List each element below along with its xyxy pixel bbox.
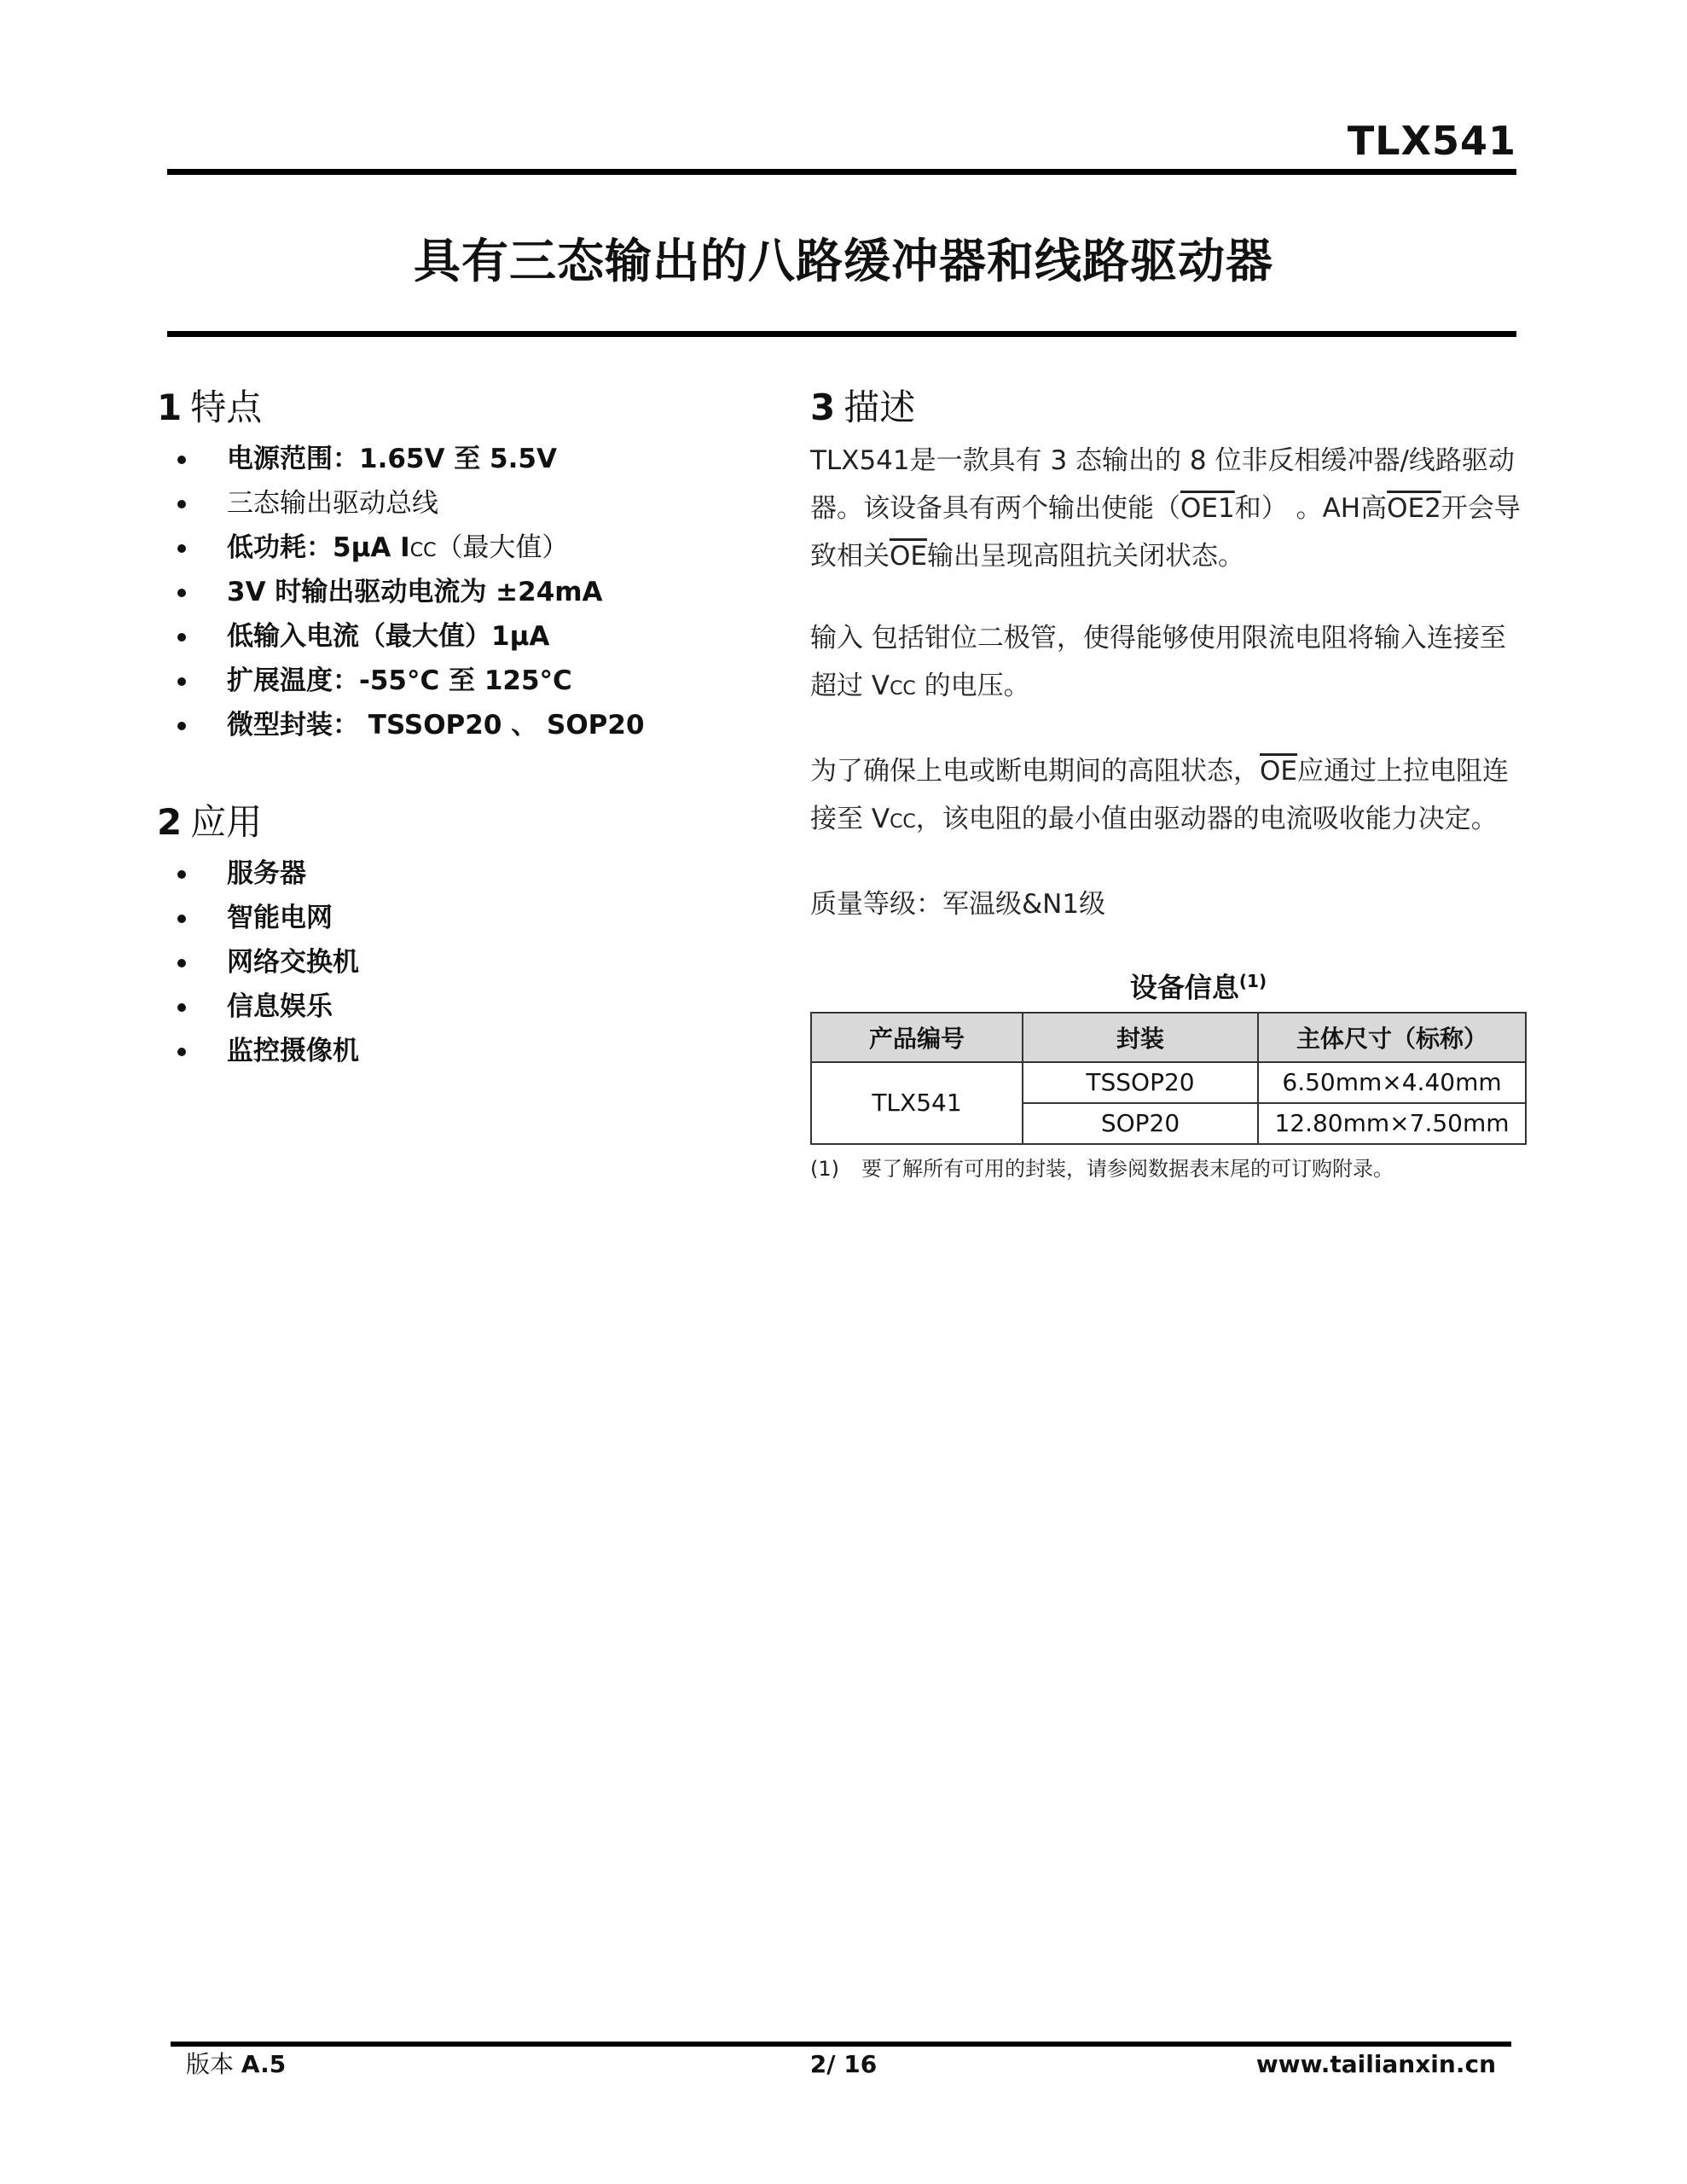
bullet-icon — [177, 589, 186, 597]
text-span: 输出呈现高阻抗关闭状态。 — [927, 541, 1244, 572]
description-paragraph-1 — [810, 437, 1527, 580]
bullet-icon — [177, 959, 186, 967]
feature-subscript: CC — [409, 540, 437, 561]
applications-heading — [157, 799, 754, 846]
applications-list — [157, 851, 754, 1073]
list-item — [157, 526, 754, 570]
bullet-icon — [177, 722, 186, 730]
subscript: CC — [890, 678, 916, 700]
text-span: TLX541是一款具有 3 态输出的 8 位非反相缓冲器/线路驱动器。该设备具有两个输出使能（ — [810, 445, 1515, 524]
text-span: 开会导致相关 — [810, 493, 1521, 572]
size-cell: 12.80mm×7.50mm — [1258, 1103, 1526, 1144]
list-item — [157, 1029, 754, 1073]
column-header: 封装 — [1023, 1013, 1258, 1062]
feature-text: 低功耗：5μA I — [227, 532, 410, 563]
list-item — [157, 851, 754, 896]
application-text: 监控摄像机 — [227, 1036, 359, 1066]
table-caption — [810, 962, 1527, 1007]
list-item — [157, 940, 754, 985]
bullet-icon — [177, 456, 186, 464]
caption-note: (1) — [1238, 971, 1267, 991]
table-header-row — [811, 1013, 1526, 1062]
document-title: 具有三态输出的八路缓冲器和线路驱动器 — [413, 234, 1273, 288]
list-item — [157, 896, 754, 940]
list-item — [157, 481, 754, 526]
bullet-icon — [177, 544, 186, 553]
list-item — [157, 570, 754, 614]
list-item — [157, 703, 754, 747]
feature-suffix: （最大值） — [436, 532, 569, 563]
features-list — [157, 437, 754, 747]
list-item — [157, 614, 754, 659]
list-item — [157, 437, 754, 481]
bullet-icon — [177, 915, 186, 923]
subscript: CC — [890, 811, 916, 833]
description-heading — [810, 384, 1527, 432]
right-column — [810, 384, 1527, 1182]
overlined-signal: OE2 — [1387, 493, 1441, 524]
left-column — [157, 384, 754, 1073]
footnote-mark: (1) — [810, 1156, 839, 1181]
website-link[interactable]: www.tailianxin.cn — [1255, 2050, 1496, 2078]
bullet-icon — [177, 1048, 186, 1056]
application-text: 智能电网 — [227, 903, 333, 933]
bullet-icon — [177, 633, 186, 642]
bullet-icon — [177, 870, 186, 879]
features-title: 特点 — [190, 386, 263, 428]
caption-text: 设备信息 — [1129, 971, 1239, 1004]
list-item — [157, 659, 754, 703]
device-info-table — [810, 1012, 1527, 1145]
application-text: 服务器 — [227, 858, 306, 889]
title-rule — [167, 331, 1516, 337]
feature-text: 微型封装： TSSOP20 、 SOP20 — [227, 710, 645, 741]
package-cell: SOP20 — [1023, 1103, 1258, 1144]
part-cell: TLX541 — [811, 1062, 1023, 1144]
part-number: TLX541 — [1347, 118, 1516, 164]
text-span: 和） 。AH高 — [1234, 493, 1388, 524]
list-item — [157, 985, 754, 1029]
description-paragraph-2 — [810, 614, 1527, 713]
table-footnote — [810, 1152, 1527, 1182]
text-span: ，该电阻的最小值由驱动器的电流吸收能力决定。 — [915, 804, 1498, 834]
footer-rule — [171, 2042, 1511, 2047]
page-number: 2/ 16 — [809, 2050, 878, 2078]
table-row — [811, 1062, 1526, 1103]
feature-text: 三态输出驱动总线 — [227, 488, 438, 519]
application-text: 网络交换机 — [227, 947, 359, 978]
applications-title: 应用 — [190, 801, 263, 843]
footnote-text: 要了解所有可用的封装，请参阅数据表末尾的可订购附录。 — [861, 1156, 1394, 1181]
description-paragraph-3 — [810, 747, 1527, 846]
bullet-icon — [177, 677, 186, 686]
text-span: 应通过上拉电阻连接至 V — [810, 756, 1509, 834]
bullet-icon — [177, 1003, 186, 1012]
description-title: 描述 — [844, 386, 916, 428]
applications-number: 2 — [157, 801, 183, 843]
application-text: 信息娱乐 — [227, 991, 333, 1022]
package-cell: TSSOP20 — [1023, 1062, 1258, 1103]
overlined-signal: OE1 — [1180, 493, 1235, 524]
feature-text: 低输入电流（最大值）1μA — [227, 621, 550, 652]
text-span: 为了确保上电或断电期间的高阻状态， — [810, 756, 1260, 787]
version-label: 版本 — [186, 2050, 241, 2078]
size-cell: 6.50mm×4.40mm — [1258, 1062, 1526, 1103]
text-span: 输入 包括钳位二极管，使得能够使用限流电阻将输入连接至超过 V — [810, 623, 1506, 701]
column-header: 主体尺寸（标称） — [1258, 1013, 1526, 1062]
column-header: 产品编号 — [811, 1013, 1023, 1062]
header-rule — [167, 169, 1516, 175]
feature-text: 扩展温度：-55°C 至 125°C — [227, 665, 572, 696]
features-number: 1 — [157, 386, 183, 428]
feature-text: 3V 时输出驱动电流为 ±24mA — [227, 577, 603, 607]
features-heading — [157, 384, 754, 432]
overlined-signal: $\overline{OE}$ — [890, 541, 927, 572]
text-span: 的电压。 — [915, 671, 1030, 701]
quality-grade: 质量等级：军温级&N1级 — [810, 889, 1106, 920]
description-number: 3 — [810, 386, 836, 428]
feature-text: 电源范围：1.65V 至 5.5V — [227, 444, 557, 474]
overlined-signal: $\overline{OE}$ — [1260, 756, 1297, 787]
version-value: A.5 — [241, 2050, 287, 2078]
bullet-icon — [177, 500, 186, 508]
